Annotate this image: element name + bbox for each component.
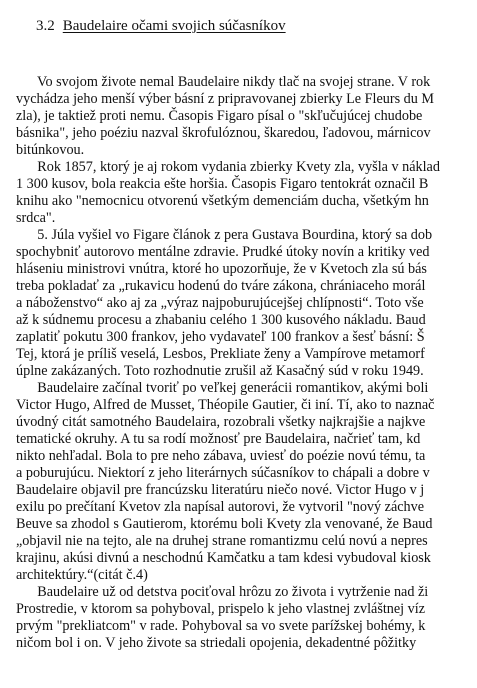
text-line: bitúnkovou.: [16, 142, 85, 158]
section-title: Baudelaire očami svojich súčasníkov: [62, 18, 286, 34]
text-line: krajinu, akúsi divnú a neschodnú Kamčatku a tam kdesi vybudoval kiosk: [16, 550, 431, 566]
text-line: 5. Júla vyšiel vo Figare článok z pera Gustava Bourdina, ktorý sa dob: [16, 227, 433, 243]
text-line: a náboženstvo“ ako aj za „výraz najpoburujúcejšej chlípnosti“. Toto vše: [16, 295, 424, 311]
text-line: zla), je taktiež proti nemu. Časopis Figaro písal o "skľučujúcej chudobe: [16, 108, 423, 124]
text-line: hláseniu ministrovi vnútra, ktoré ho upozorňuje, že v Kvetoch zla sú bás: [16, 261, 427, 277]
text-line: Baudelaire objavil pre francúzsku literatúru niečo nové. Victor Hugo v j: [16, 482, 425, 498]
text-line: Vo svojom živote nemal Baudelaire nikdy tlač na svojej strane. V rok: [16, 74, 431, 90]
text-line: srdca".: [16, 210, 56, 226]
section-heading: [36, 16, 286, 36]
text-line: zaplatiť pokutu 300 frankov, jeho vydavateľ 100 frankov a šesť básní: Š: [16, 329, 425, 345]
section-number: 3.2: [36, 18, 55, 34]
text-line: nikto nehľadal. Bola to pre neho zábava, uviesť do poézie novú tému, ta: [16, 448, 426, 464]
text-line: ničom bol i on. V jeho živote sa striedali opojenia, dekadentné pôžitky: [16, 635, 417, 651]
text-line: knihu ako "nemocnicu otvorenú všetkým demenciám ducha, všetkým hn: [16, 193, 429, 209]
text-line: Tej, ktorá je príliš veselá, Lesbos, Prekliate ženy a Vampírove metamorf: [16, 346, 425, 362]
text-line: exilu po prečítaní Kvetov zla napísal autorovi, že vytvoril "nový záchve: [16, 499, 425, 515]
text-line: Baudelaire začínal tvoriť po veľkej generácii romantikov, akými boli: [16, 380, 429, 396]
body-text: [16, 74, 477, 652]
text-line: Beuve sa zhodol s Gautierom, ktorému boli Kvety zla venované, že Baud: [16, 516, 433, 532]
text-line: treba pokladať za „rukavicu hodenú do tváre zákona, chrániaceho morál: [16, 278, 426, 294]
text-line: a poburujúcu. Niektorí z jeho literárnych súčasníkov to chápali a dobre v: [16, 465, 430, 481]
text-line: úvodný citát samotného Baudelaira, rozobrali všetky najkrajšie a najkve: [16, 414, 426, 430]
text-line: architektúry.“(citát č.4): [16, 567, 148, 583]
text-line: básnika", jeho poéziu nazval škrofulóznou, škaredou, ľadovou, márnicov: [16, 125, 431, 141]
text-line: prvým "prekliatcom" v rade. Pohyboval sa vo svete parížskej bohémy, k: [16, 618, 426, 634]
text-line: vychádza jeho menší výber básní z pripravovanej zbierky Le Fleurs du M: [16, 91, 435, 107]
text-line: spochybniť autorovo mentálne zdravie. Prudké útoky novín a kritiky ved: [16, 244, 430, 260]
text-line: úplne zakázaných. Toto rozhodnutie zrušil až Kasačný súd v roku 1949.: [16, 363, 424, 379]
text-line: Prostredie, v ktorom sa pohyboval, prispelo k jeho vlastnej zvláštnej víz: [16, 601, 425, 617]
text-line: „objavil nie na tejto, ale na druhej strane romantizmu celú novú a nepres: [16, 533, 428, 549]
text-line: tematické okruhy. A tu sa rodí možnosť pre Baudelaira, načrieť tam, kd: [16, 431, 421, 447]
text-line: 1 300 kusov, bola reakcia ešte horšia. Časopis Figaro tentokrát označil B: [16, 176, 429, 192]
text-line: až k súdnemu procesu a zhabaniu celého 1 300 kusového nákladu. Baud: [16, 312, 426, 328]
text-line: Baudelaire už od detstva pociťoval hrôzu zo života i vytrženie nad ži: [16, 584, 429, 600]
text-line: Victor Hugo, Alfred de Musset, Théopile Gautier, či iní. Tí, ako to naznač: [16, 397, 435, 413]
text-line: Rok 1857, ktorý je aj rokom vydania zbierky Kvety zla, vyšla v náklad: [16, 159, 440, 175]
